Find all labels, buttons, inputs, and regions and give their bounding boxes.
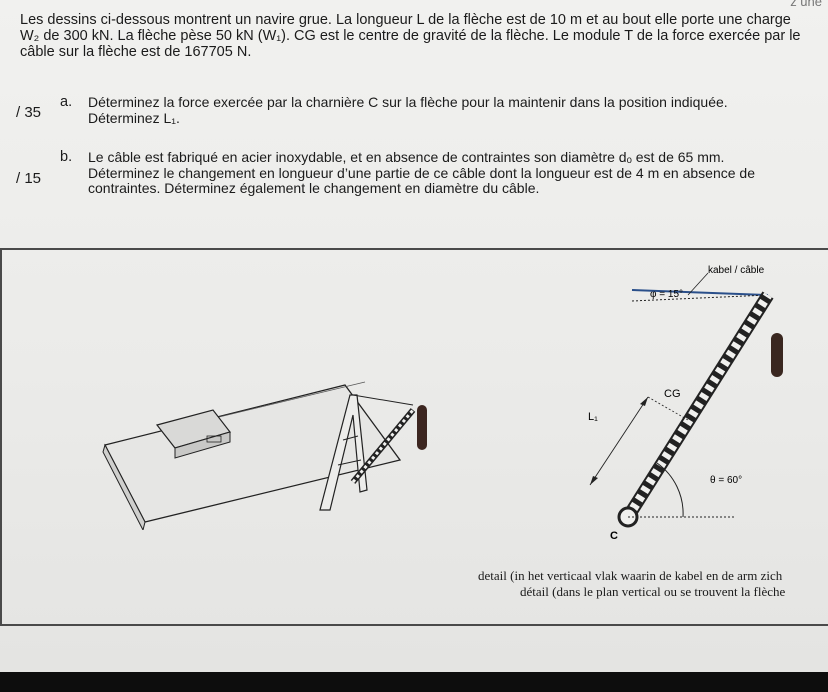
corner-fragment: z une — [790, 0, 822, 9]
l1-arrow-top — [640, 397, 648, 406]
crane-ship-illustration — [95, 370, 440, 530]
label-question-a: a. — [60, 94, 73, 110]
bottom-edge — [0, 672, 828, 692]
l1-label: L₁ — [588, 411, 598, 423]
marks-question-a: / 35 — [16, 104, 42, 121]
hinge-c-label: C — [610, 530, 618, 542]
label-question-b: b. — [60, 149, 73, 165]
l1-dimension-line — [590, 397, 648, 485]
crane-load — [417, 405, 427, 450]
text-question-a: Déterminez la force exercée par la charnière C sur la flèche pour la maintenir dans la position indiquée. Déterminez L₁. — [88, 94, 728, 126]
phi-angle-label: φ = 15° — [650, 289, 684, 300]
cg-marker — [648, 397, 688, 420]
boom-detail-diagram — [560, 255, 828, 560]
intro-paragraph: Les dessins ci-dessous montrent un navire grue. La longueur L de la flèche est de 10 m et au bout elle porte une charge W₂ de 300 kN. La flèche pèse 50 kN (W₁). CG est le centre de gravité de la flèche. Le module T de la force exercée par le câble sur la flèche est de 167705 N. — [20, 12, 801, 60]
cg-label: CG — [664, 388, 681, 400]
theta-angle-label: θ = 60° — [710, 475, 743, 486]
marks-question-b: / 15 — [16, 170, 42, 187]
load-w2 — [771, 333, 783, 377]
l1-arrow-bottom — [590, 476, 598, 485]
caption-dutch: detail (in het verticaal vlak waarin de kabel en de arm zich — [478, 568, 783, 583]
caption-french: détail (dans le plan vertical ou se trouvent la flèche — [520, 584, 786, 599]
crane-cable — [353, 395, 413, 405]
cable-label: kabel / câble — [708, 265, 765, 276]
text-question-b: Le câble est fabriqué en acier inoxydable, et en absence de contraintes son diamètre dₒ est de 65 mm. Déterminez le changement en longueur d’une partie de ce câble dont la longueur est de 4 m en absence de contraintes. Déterminez également le changement en diamètre du câble. — [88, 149, 756, 196]
